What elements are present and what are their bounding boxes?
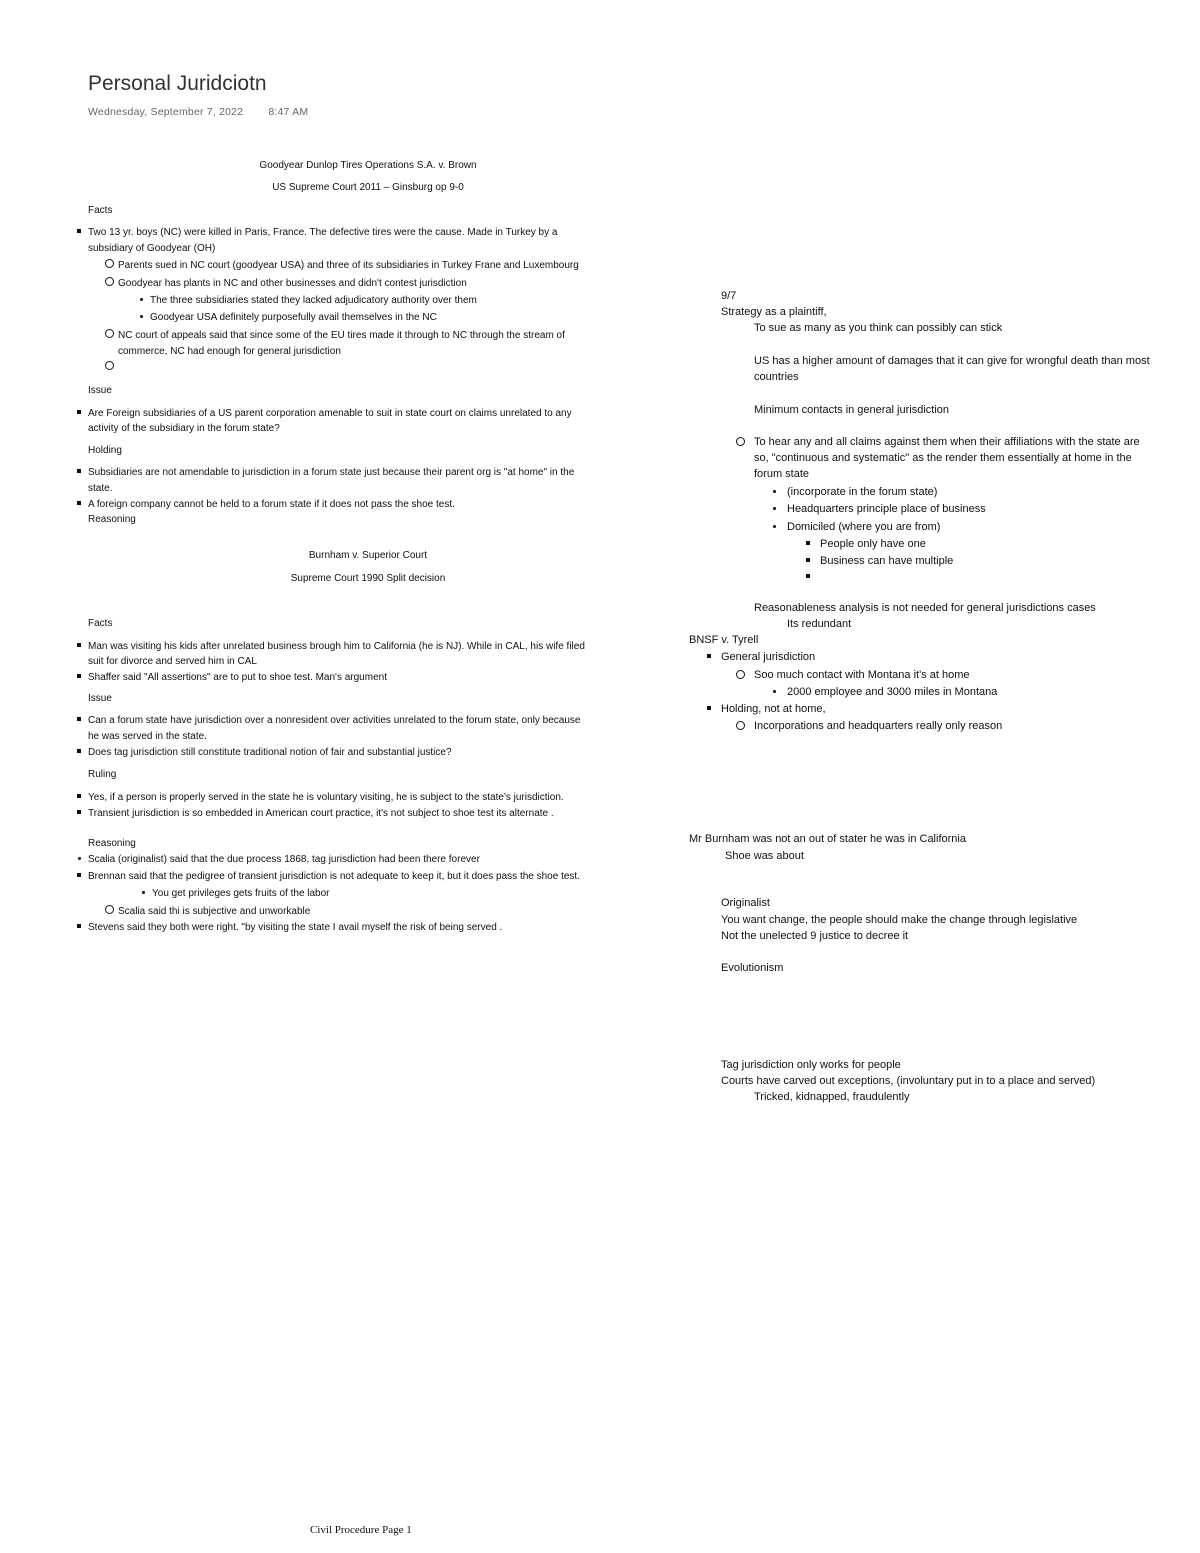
list-item: Parents sued in NC court (goodyear USA) and three of its subsidiaries in Turkey Frane and Luxembourg	[118, 258, 579, 274]
list-item: Does tag jurisdiction still constitute traditional notion of fair and substantial justice?	[88, 745, 452, 761]
note-line: People only have one	[820, 536, 926, 552]
page-title: Personal Juridciotn	[88, 72, 267, 95]
note-date	[88, 106, 308, 118]
note-line: BNSF v. Tyrell	[689, 634, 759, 646]
list-item: Goodyear USA definitely purposefully avail themselves in the NC	[150, 310, 437, 326]
list-item: Two 13 yr. boys (NC) were killed in Paris, France. The defective tires were the cause. Made in Turkey by a	[88, 225, 557, 241]
list-item: Scalia said thi is subjective and unworkable	[118, 904, 310, 920]
list-item: Scalia (originalist) said that the due process 1868, tag jurisdiction had been there forever	[88, 852, 480, 868]
list-item: he was served in the state.	[88, 731, 207, 742]
issue-label: Issue	[88, 693, 112, 704]
list-item: state.	[88, 483, 113, 494]
note-line: To sue as many as you think can possibly can stick	[754, 322, 1003, 334]
note-line: Tricked, kidnapped, fraudulently	[754, 1091, 910, 1103]
case-title: Burnham v. Superior Court	[308, 550, 428, 561]
case-court: US Supreme Court 2011 – Ginsburg op 9-0	[272, 182, 464, 193]
ruling-label: Ruling	[88, 769, 117, 780]
time-text: 8:47 AM	[268, 106, 309, 118]
list-item: Stevens said they both were right. "by visiting the state I avail myself the risk of being served .	[88, 920, 502, 936]
note-line: Reasonableness analysis is not needed for general jurisdictions cases	[754, 602, 1096, 614]
note-line: Headquarters principle place of business	[787, 501, 986, 517]
note-line: Incorporations and headquarters really only reason	[754, 718, 1002, 734]
list-item: Shaffer said "All assertions" are to put to shoe test. Man's argument	[88, 670, 387, 686]
note-line: Not the unelected 9 justice to decree it	[721, 930, 909, 942]
list-item: commerce, NC had enough for general jurisdiction	[118, 346, 341, 357]
note-line: Its redundant	[787, 618, 852, 630]
note-line: Business can have multiple	[820, 553, 953, 569]
list-item: Subsidiaries are not amendable to jurisdiction in a forum state just because their parent org is "at home" in the	[88, 465, 574, 481]
list-item: Can a forum state have jurisdiction over a nonresident over activities unrelated to the forum state, only because	[88, 713, 581, 729]
list-item: A foreign company cannot be held to a forum state if it does not pass the shoe test.	[88, 497, 455, 513]
holding-label: Holding	[88, 445, 122, 456]
list-item: subsidiary of Goodyear (OH)	[88, 243, 216, 254]
note-line: You want change, the people should make the change through legislative	[721, 914, 1078, 926]
note-date-heading: 9/7	[721, 290, 737, 302]
note-line: Strategy as a plaintiff,	[721, 306, 827, 318]
note-line: Courts have carved out exceptions, (involuntary put in to a place and served)	[721, 1075, 1096, 1087]
date-text: Wednesday, September 7, 2022	[88, 106, 244, 118]
page-footer: Civil Procedure Page 1	[310, 1524, 412, 1536]
reasoning-label: Reasoning	[88, 838, 136, 849]
note-line: Domiciled (where you are from)	[787, 519, 940, 535]
issue-label: Issue	[88, 385, 112, 396]
case-court: Supreme Court 1990 Split decision	[290, 573, 446, 584]
list-item: NC court of appeals said that since some of the EU tires made it through to NC through the stream of	[118, 328, 565, 344]
note-line: Tag jurisdiction only works for people	[721, 1059, 901, 1071]
case-title: Goodyear Dunlop Tires Operations S.A. v. Brown	[259, 160, 477, 171]
list-item: suit for divorce and served him in CAL	[88, 656, 257, 667]
note-line: Mr Burnham was not an out of stater he was in California	[689, 833, 966, 845]
list-item: The three subsidiaries stated they lacked adjudicatory authority over them	[150, 293, 477, 309]
note-line: 2000 employee and 3000 miles in Montana	[787, 684, 997, 700]
note-line: To hear any and all claims against them when their affiliations with the state are	[754, 434, 1140, 450]
note-line: Minimum contacts in general jurisdiction	[754, 404, 950, 416]
note-line: Soo much contact with Montana it's at home	[754, 667, 970, 683]
facts-label: Facts	[88, 618, 113, 629]
note-line: Holding, not at home,	[721, 701, 826, 717]
note-line: Evolutionism	[721, 962, 784, 974]
list-item: Goodyear has plants in NC and other businesses and didn't contest jurisdiction	[118, 276, 467, 292]
list-item: Are Foreign subsidiaries of a US parent corporation amenable to suit in state court on claims unrelated to any	[88, 406, 572, 422]
list-item: You get privileges gets fruits of the labor	[152, 886, 330, 902]
list-item: Man was visiting his kids after unrelated business brough him to California (he is NJ). While in CAL, his wife filed	[88, 639, 585, 655]
note-line: Shoe was about	[725, 850, 804, 862]
note-line: General jurisdiction	[721, 649, 815, 665]
note-line: Originalist	[721, 897, 770, 909]
list-item: Brennan said that the pedigree of transient jurisdiction is not adequate to keep it, but it does pass the shoe test.	[88, 869, 580, 885]
note-line: forum state	[754, 468, 810, 480]
note-line: so, "continuous and systematic" as the render them essentially at home in the	[754, 452, 1132, 464]
list-item: activity of the subsidiary in the forum state?	[88, 423, 280, 434]
reasoning-label: Reasoning	[88, 514, 136, 525]
list-item: Transient jurisdiction is so embedded in American court practice, it's not subject to shoe test its alternate .	[88, 806, 554, 822]
facts-label: Facts	[88, 205, 113, 216]
note-line: countries	[754, 371, 799, 383]
list-item: Yes, if a person is properly served in the state he is voluntary visiting, he is subject to the state's jurisdiction.	[88, 790, 564, 806]
note-line: (incorporate in the forum state)	[787, 484, 937, 500]
note-line: US has a higher amount of damages that it can give for wrongful death than most	[754, 355, 1150, 367]
